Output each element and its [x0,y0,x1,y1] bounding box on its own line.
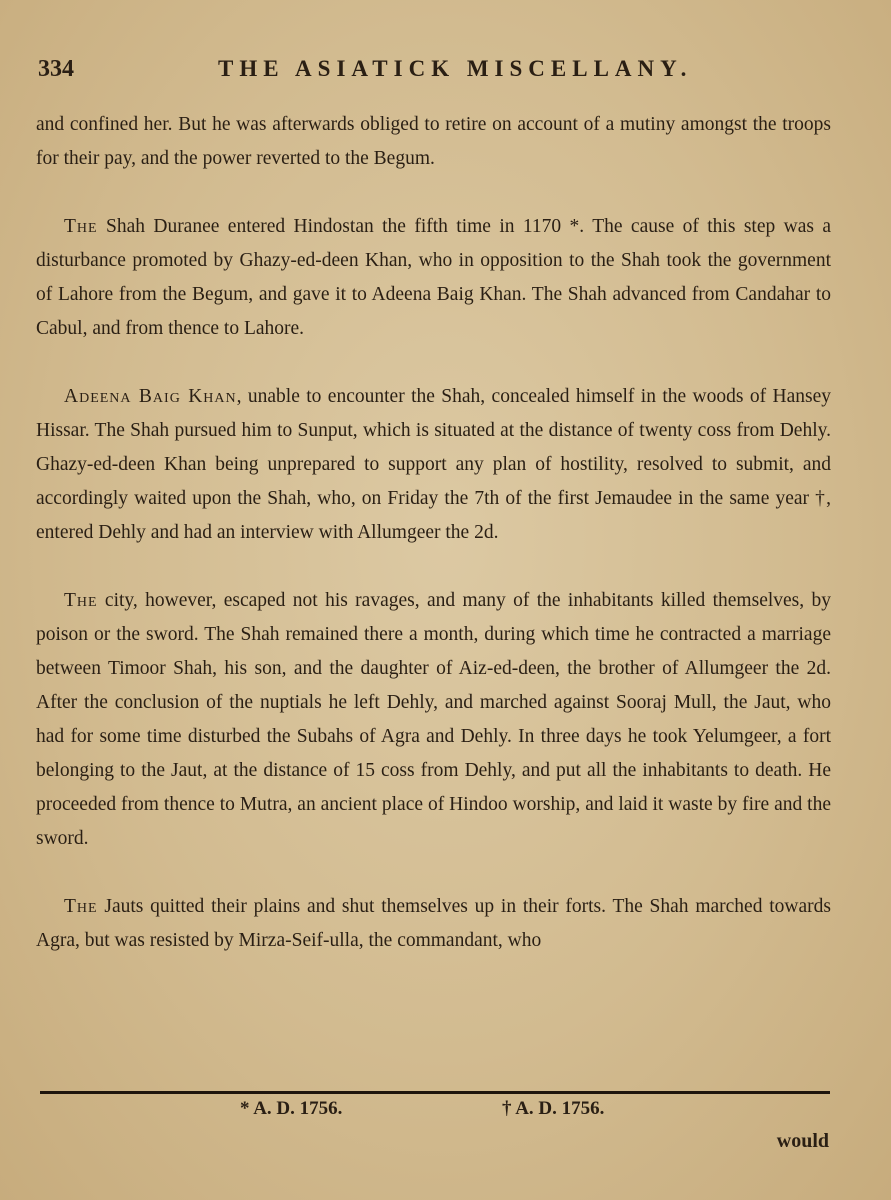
catchword: would [776,1130,829,1152]
paragraph-text: , unable to encounter the Shah, concealed himself in the woods of Hansey Hissar. The Shah pursued him to Sunput, which is situated at the distance of twenty coss from Dehly. Ghazy-ed-deen Khan being unprepared to support any plan of hostility, resolved to submit, and accordingly waited upon the Shah, who, on Friday the 7th of the first Jemaudee in the same year †, entered Dehly and had an interview with Allumgeer the 2d. [36,386,831,543]
body-text [36,108,831,992]
paragraph-lead: The [64,590,98,611]
running-title: THE ASIATICK MISCELLANY. [218,56,693,81]
paragraph-text: city, however, escaped not his ravages, and many of the inhabitants killed themselves, by poison or the sword. The Shah remained there a month, during which time he contracted a marriage between Timoor Shah, his son, and the daughter of Aiz-ed-deen, the brother of Allumgeer the 2d. After the conclusion of the nuptials he left Dehly, and marched against Sooraj Mull, the Jaut, who had for some time disturbed the Subahs of Agra and Dehly. In three days he took Yelumgeer, a fort belonging to the Jaut, at the distance of 15 coss from Dehly, and put all the inhabitants to death. He proceeded from thence to Mutra, an ancient place of Hindoo worship, and laid it waste by fire and the sword. [36,590,831,849]
footnote-second: † A. D. 1756. [502,1098,605,1119]
footnote-first: * A. D. 1756. [240,1098,343,1119]
footnote-rule [40,1091,830,1094]
paragraph-1 [36,108,831,176]
page-number: 334 [38,56,74,82]
paragraph-lead: Adeena Baig Khan [64,386,237,407]
paragraph-2 [36,210,831,346]
page-header [38,56,831,90]
paragraph-text: and confined her. But he was afterwards obliged to retire on account of a mutiny amongst the troops for their pay, and the power reverted to the Begum. [36,114,831,169]
paragraph-5 [36,890,831,958]
footnotes [240,1098,660,1128]
paragraph-lead: The [64,896,98,917]
paragraph-text: Jauts quitted their plains and shut themselves up in their forts. The Shah marched towards Agra, but was resisted by Mirza-Seif-ulla, the commandant, who [36,896,831,951]
paragraph-text: Shah Duranee entered Hindostan the fifth time in 1170 *. The cause of this step was a disturbance promoted by Ghazy-ed-deen Khan, who in opposition to the Shah took the government of Lahore from the Begum, and gave it to Adeena Baig Khan. The Shah advanced from Candahar to Cabul, and from thence to Lahore. [36,216,831,339]
paragraph-lead: The [64,216,98,237]
paragraph-3 [36,380,831,550]
paragraph-4 [36,584,831,856]
